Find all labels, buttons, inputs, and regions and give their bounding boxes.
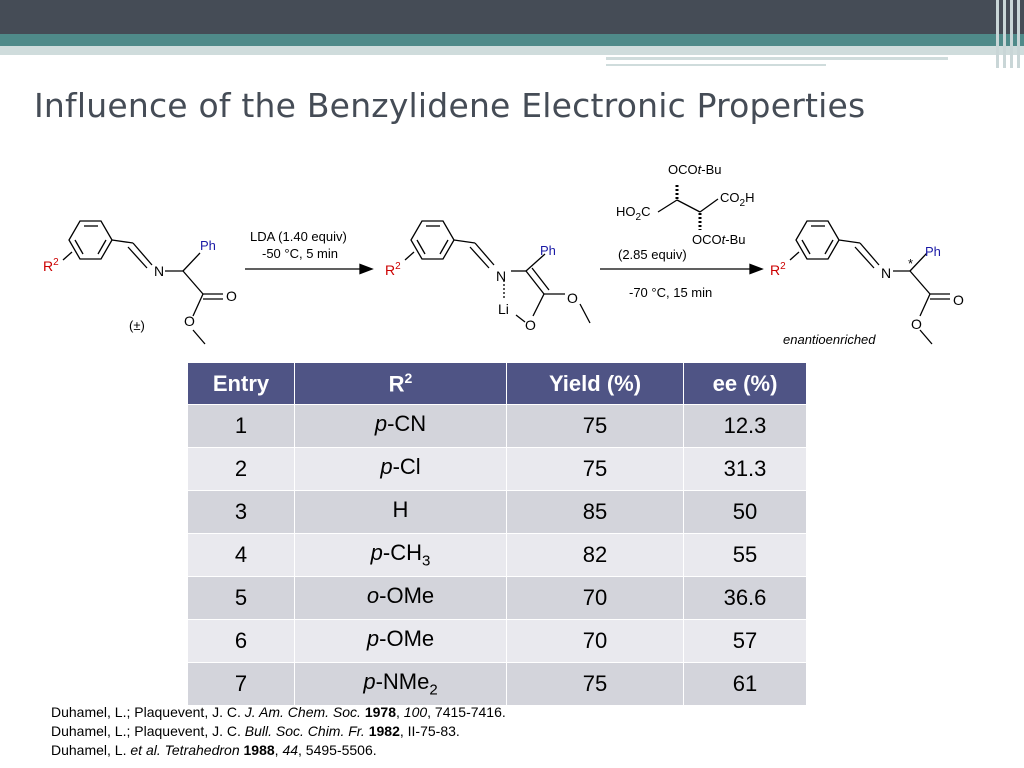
header-yield: Yield (%) bbox=[507, 363, 684, 405]
cell-entry: 2 bbox=[188, 448, 295, 491]
table-row bbox=[188, 620, 807, 663]
step2-equiv: (2.85 equiv) bbox=[618, 247, 687, 262]
stereocenter-star: * bbox=[908, 256, 914, 271]
reagent-co2h: $CO_2H$ bbox=[720, 190, 755, 209]
cell-yield: 85 bbox=[507, 491, 684, 534]
reference-2: Duhamel, L.; Plaquevent, J. C. Bull. Soc. Chim. Fr. 1982, II-75-83. bbox=[51, 723, 460, 739]
header-stripe bbox=[606, 57, 948, 60]
table-row bbox=[188, 663, 807, 706]
cell-entry: 3 bbox=[188, 491, 295, 534]
cell-r2 bbox=[295, 405, 507, 448]
cell-yield: 75 bbox=[507, 448, 684, 491]
cell-entry: 7 bbox=[188, 663, 295, 706]
table-row bbox=[188, 534, 807, 577]
header-entry: Entry bbox=[188, 363, 295, 405]
oxygen-label: O bbox=[184, 313, 195, 329]
step2-conditions: -70 °C, 15 min bbox=[629, 285, 713, 300]
nitrogen-label: N bbox=[881, 265, 892, 281]
cell-ee: 57 bbox=[684, 620, 807, 663]
header-stripe bbox=[1010, 0, 1013, 68]
header-stripe bbox=[0, 46, 1024, 55]
r2-group: -OMe bbox=[379, 583, 435, 609]
nitrogen-label: N bbox=[154, 263, 165, 279]
r2-group: -OMe bbox=[379, 626, 435, 652]
r2-prefix: p bbox=[366, 626, 380, 652]
r2-prefix: p bbox=[363, 669, 376, 695]
cell-entry: 6 bbox=[188, 620, 295, 663]
r2-label: $R^2$ bbox=[385, 261, 401, 278]
phenyl-label: Ph bbox=[200, 238, 216, 253]
r2-subscript: 2 bbox=[429, 681, 438, 699]
phenyl-label: Ph bbox=[540, 243, 556, 258]
cell-ee: 31.3 bbox=[684, 448, 807, 491]
cell-r2 bbox=[295, 620, 507, 663]
benzene-ring-product bbox=[796, 221, 839, 259]
cell-ee: 12.3 bbox=[684, 405, 807, 448]
header-r2: $R^2$ bbox=[295, 363, 507, 405]
racemic-label: (±) bbox=[129, 318, 145, 333]
cell-ee: 50 bbox=[684, 491, 807, 534]
reagent-ocotbu-top: OCOt-Bu bbox=[668, 162, 722, 177]
r2-subscript: 3 bbox=[422, 552, 431, 570]
step1-conditions: -50 °C, 5 min bbox=[262, 246, 339, 261]
header-stripe bbox=[1003, 0, 1006, 68]
cell-entry: 4 bbox=[188, 534, 295, 577]
cell-r2 bbox=[295, 491, 507, 534]
r2-prefix: p bbox=[380, 454, 393, 480]
header-bar bbox=[0, 0, 1024, 34]
cell-entry: 5 bbox=[188, 577, 295, 620]
cell-yield: 75 bbox=[507, 405, 684, 448]
results-table bbox=[187, 362, 807, 706]
lithium-label: Li bbox=[498, 301, 509, 317]
cell-yield: 70 bbox=[507, 620, 684, 663]
r2-group: -Cl bbox=[392, 454, 421, 480]
reaction-scheme bbox=[0, 150, 1024, 360]
r2-group: -NMe bbox=[375, 669, 430, 695]
cell-r2 bbox=[295, 534, 507, 577]
oxygen-label: O bbox=[911, 316, 922, 332]
table-row bbox=[188, 405, 807, 448]
reference-1: Duhamel, L.; Plaquevent, J. C. J. Am. Chem. Soc. 1978, 100, 7415-7416. bbox=[51, 704, 506, 720]
r2-prefix: p bbox=[370, 540, 383, 566]
reagent-ho2c: $HO_2C$ bbox=[616, 204, 651, 223]
table-row bbox=[188, 577, 807, 620]
step1-reagent: LDA (1.40 equiv) bbox=[250, 229, 347, 244]
table-row bbox=[188, 448, 807, 491]
r2-label: $R^2$ bbox=[770, 261, 786, 278]
slide-title: Influence of the Benzylidene Electronic Properties bbox=[34, 86, 866, 125]
r2-group: -CH bbox=[382, 540, 422, 566]
cell-yield: 75 bbox=[507, 663, 684, 706]
cell-yield: 82 bbox=[507, 534, 684, 577]
header-stripe bbox=[606, 64, 826, 66]
header-ee: ee (%) bbox=[684, 363, 807, 405]
r2-group: H bbox=[392, 497, 409, 523]
table-row bbox=[188, 491, 807, 534]
cell-yield: 70 bbox=[507, 577, 684, 620]
cell-r2 bbox=[295, 448, 507, 491]
r2-prefix: o bbox=[366, 583, 380, 609]
nitrogen-label: N bbox=[496, 268, 507, 284]
phenyl-label: Ph bbox=[925, 244, 941, 259]
cell-entry: 1 bbox=[188, 405, 295, 448]
cell-r2 bbox=[295, 577, 507, 620]
header-stripe bbox=[1017, 0, 1020, 68]
reagent-ocotbu-bottom: OCOt-Bu bbox=[692, 232, 746, 247]
table-header-row bbox=[188, 363, 807, 405]
oxygen-label: O bbox=[953, 292, 964, 308]
accent-bar bbox=[0, 34, 1024, 46]
r2-group: -CN bbox=[387, 411, 427, 437]
references bbox=[51, 703, 506, 760]
oxygen-label: O bbox=[226, 288, 237, 304]
cell-r2 bbox=[295, 663, 507, 706]
oxygen-label: O bbox=[567, 290, 578, 306]
benzene-ring-start bbox=[69, 221, 112, 259]
benzene-ring-middle bbox=[411, 221, 454, 259]
r2-label: $R^2$ bbox=[43, 257, 59, 274]
cell-ee: 61 bbox=[684, 663, 807, 706]
enantioenriched-label: enantioenriched bbox=[783, 332, 876, 347]
cell-ee: 55 bbox=[684, 534, 807, 577]
r2-prefix: p bbox=[374, 411, 388, 437]
header-stripe bbox=[996, 0, 999, 68]
oxygen-label: O bbox=[525, 317, 536, 333]
reference-3: Duhamel, L. et al. Tetrahedron 1988, 44, 5495-5506. bbox=[51, 742, 377, 758]
cell-ee: 36.6 bbox=[684, 577, 807, 620]
